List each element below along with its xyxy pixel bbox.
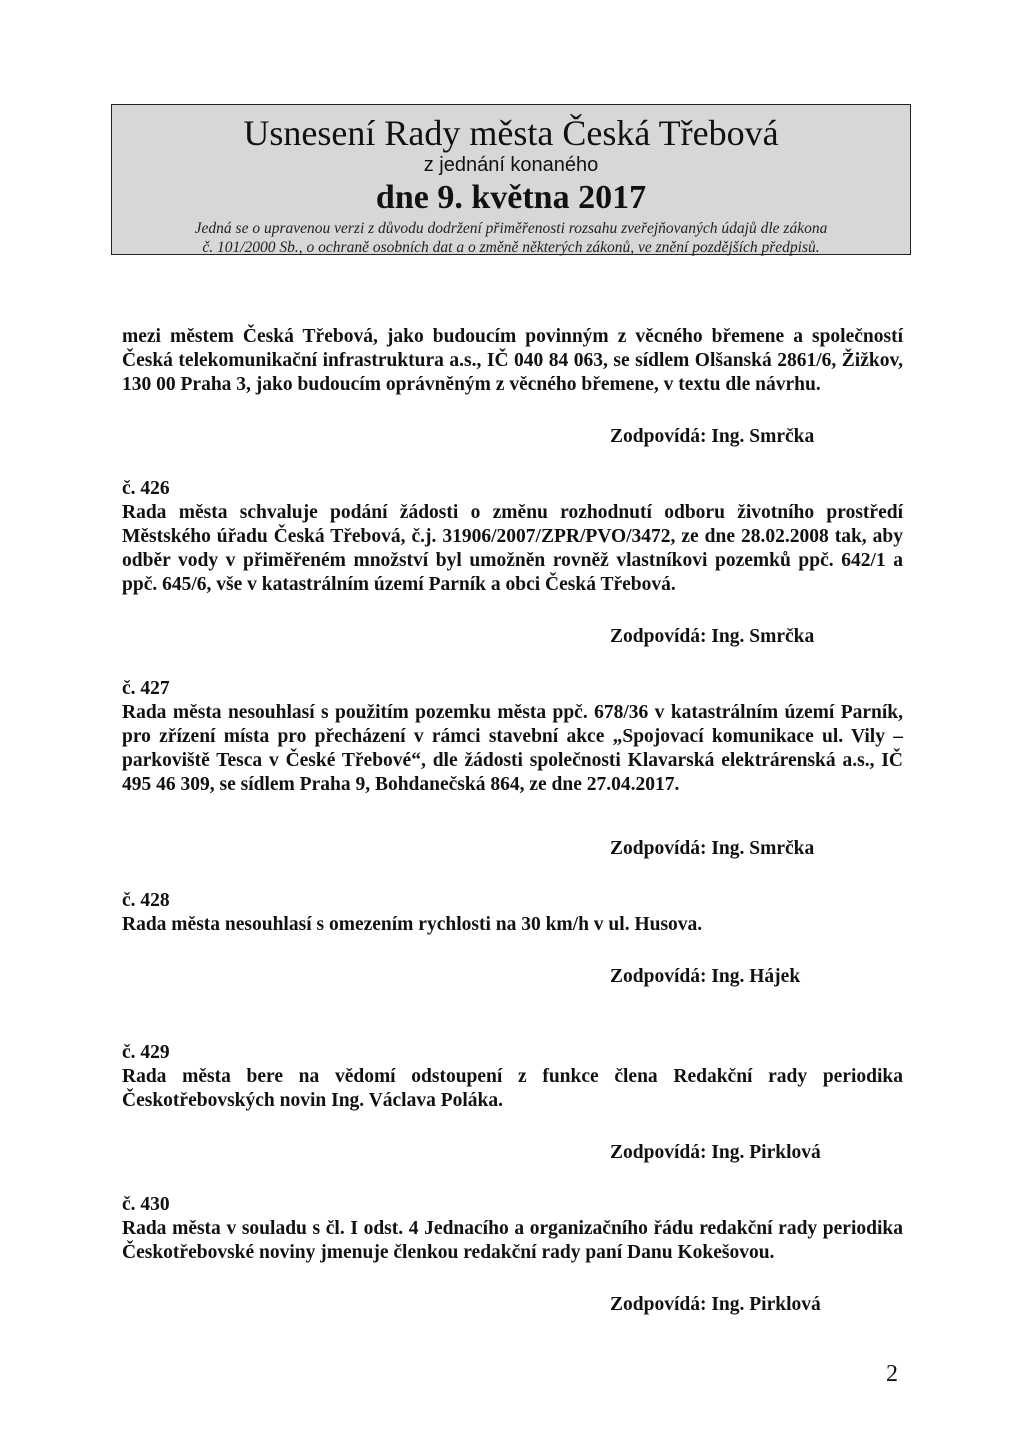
- resolution-428-number: č. 428: [122, 890, 170, 911]
- document-header-box: [111, 104, 911, 255]
- redaction-note: [112, 219, 910, 257]
- resolution-430-responsible: Zodpovídá: Ing. Pirklová: [610, 1294, 821, 1315]
- intro-responsible: Zodpovídá: Ing. Smrčka: [610, 426, 815, 447]
- resolution-428-text: Rada města nesouhlasí s omezením rychlosti na 30 km/h v ul. Husova.: [122, 914, 703, 935]
- resolution-427-number: č. 427: [122, 678, 170, 699]
- resolution-426-responsible: Zodpovídá: Ing. Smrčka: [610, 626, 815, 647]
- page-number: 2: [886, 1361, 898, 1387]
- resolution-426-number: č. 426: [122, 478, 170, 499]
- redaction-note-line-2: č. 101/2000 Sb., o ochraně osobních dat a o změně některých zákonů, ve znění pozdějších předpisů.: [202, 239, 820, 256]
- resolution-426-text: Rada města schvaluje podání žádosti o změnu rozhodnutí odboru životního prostředí Městského úřadu Česká Třebová, č.j. 31906/2007/ZPR/PVO/3472, ze dne 28.02.2008 tak, aby odběr vody v přiměřeném množství byl umožněn rovněž vlastníkovi pozemků ppč. 642/1 a ppč. 645/6, vše v katastrálním území Parník a obci Česká Třebová.: [122, 502, 903, 595]
- resolution-428-responsible: Zodpovídá: Ing. Hájek: [610, 966, 801, 987]
- resolution-429-text: Rada města bere na vědomí odstoupení z funkce člena Redakční rady periodika Českotřebovských novin Ing. Václava Poláka.: [122, 1066, 903, 1111]
- document-subtitle: z jednání konaného: [423, 154, 599, 176]
- resolution-429-number: č. 429: [122, 1042, 170, 1063]
- intro-paragraph: mezi městem Česká Třebová, jako budoucím povinným z věcného břemene a společností Česká telekomunikační infrastruktura a.s., IČ 040 84 063, se sídlem Olšanská 2861/6, Žižkov, 130 00 Praha 3, jako budoucím oprávněným z věcného břemene, v textu dle návrhu.: [122, 326, 903, 395]
- redaction-note-line-1: Jedná se o upravenou verzi z důvodu dodržení přiměřenosti rozsahu zveřejňovaných údajů dle zákona: [194, 220, 828, 237]
- meeting-date: dne 9. května 2017: [375, 179, 647, 216]
- resolution-427-text: Rada města nesouhlasí s použitím pozemku města ppč. 678/36 v katastrálním území Parník, pro zřízení místa pro přecházení v rámci stavební akce „Spojovací komunikace ul. Vily – parkoviště Tesca v České Třebové“, dle žádosti společnosti Klavarská elektrárenská a.s., IČ 495 46 309, se sídlem Praha 9, Bohdanečská 864, ze dne 27.04.2017.: [122, 702, 903, 795]
- resolution-430-text: Rada města v souladu s čl. I odst. 4 Jednacího a organizačního řádu redakční rady periodika Českotřebovské noviny jmenuje členkou redakční rady paní Danu Kokešovou.: [122, 1218, 903, 1263]
- document-title: Usnesení Rady města Česká Třebová: [243, 113, 779, 153]
- resolution-429-responsible: Zodpovídá: Ing. Pirklová: [610, 1142, 821, 1163]
- resolution-427-responsible: Zodpovídá: Ing. Smrčka: [610, 838, 815, 859]
- document-body: [122, 325, 903, 1317]
- resolution-430-number: č. 430: [122, 1194, 170, 1215]
